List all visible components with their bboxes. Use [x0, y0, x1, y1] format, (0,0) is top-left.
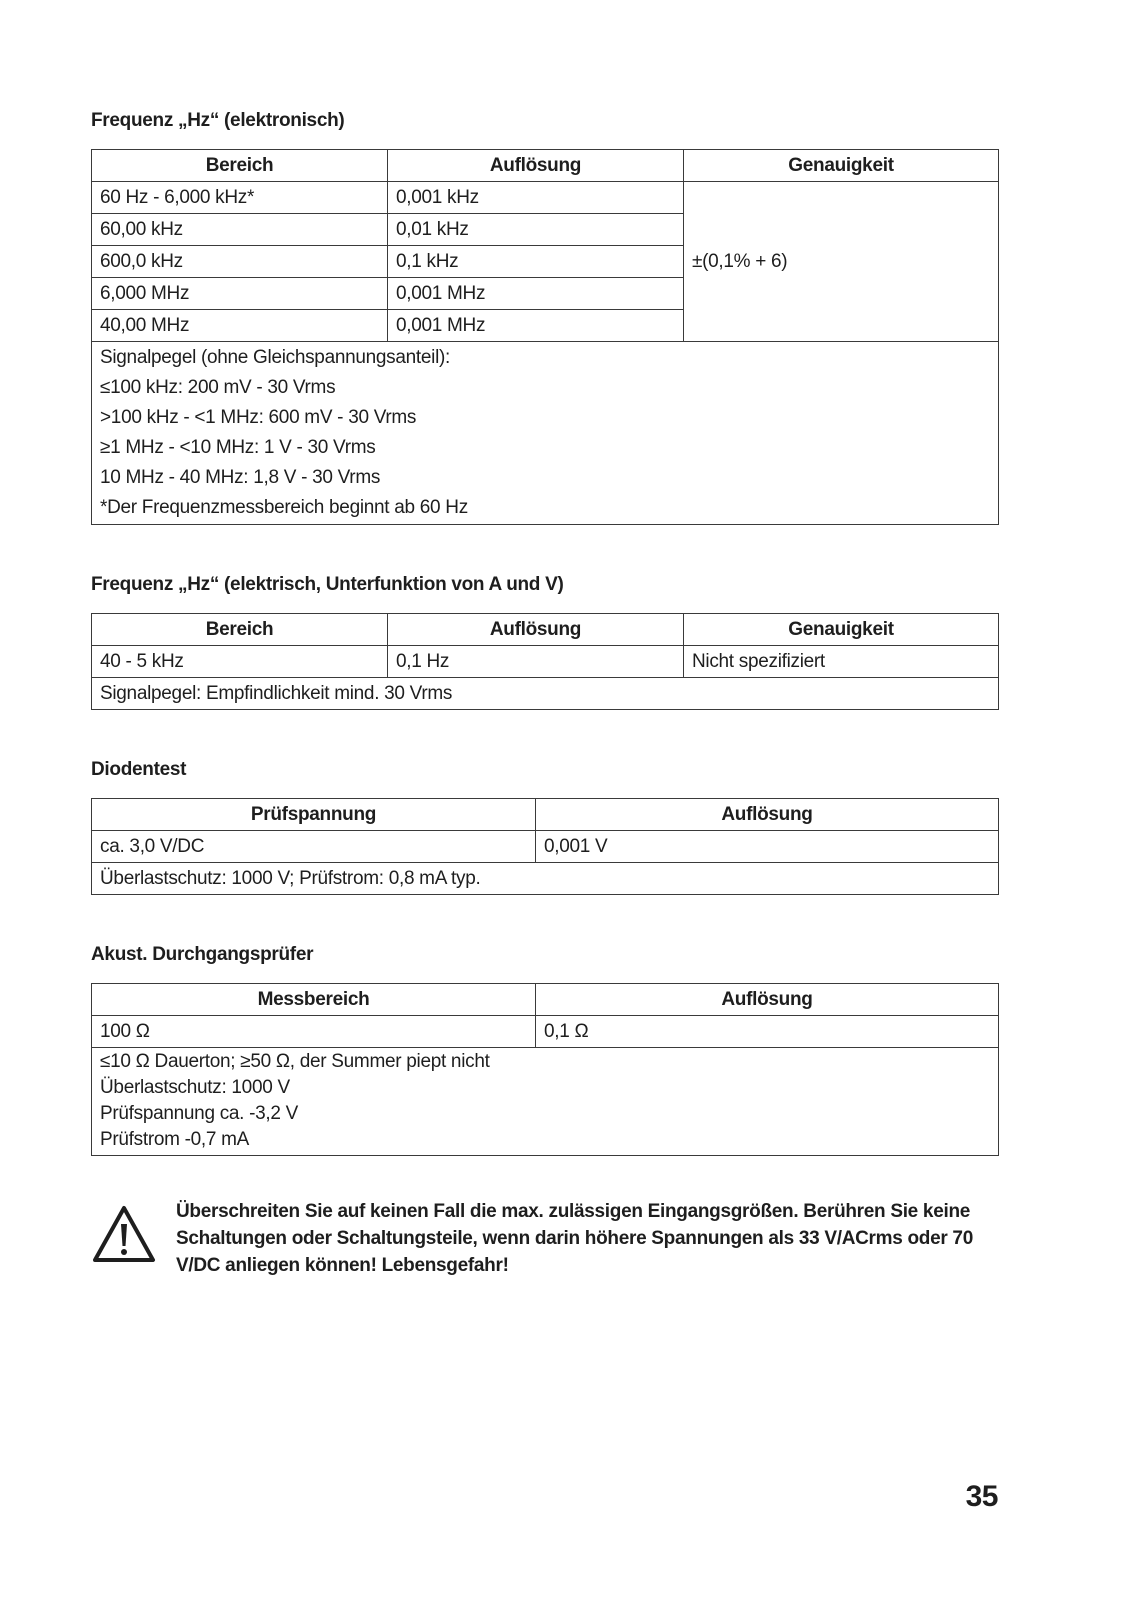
notes-cell: Signalpegel: Empfindlichkeit mind. 30 Vrms [92, 678, 999, 710]
resolution-cell: 0,001 kHz [388, 182, 684, 214]
header-aufloesung: Auflösung [388, 614, 684, 646]
note-line: Prüfstrom -0,7 mA [100, 1129, 250, 1150]
table-notes-row [92, 863, 999, 895]
table-header-row [92, 150, 999, 182]
header-messbereich: Messbereich [92, 984, 536, 1016]
range-cell: 100 Ω [92, 1016, 536, 1048]
page-number: 35 [965, 1480, 998, 1513]
range-cell: 60,00 kHz [92, 214, 388, 246]
header-bereich: Bereich [92, 614, 388, 646]
header-aufloesung: Auflösung [536, 984, 999, 1016]
section-heading-diode-test: Diodentest [91, 759, 187, 780]
table-row [92, 831, 999, 863]
note-line: Prüfspannung ca. -3,2 V [100, 1103, 299, 1124]
resolution-cell: 0,001 MHz [388, 278, 684, 310]
table-row [92, 182, 999, 214]
header-pruefspannung: Prüfspannung [92, 799, 536, 831]
resolution-cell: 0,1 Hz [388, 646, 684, 678]
warning-text: Überschreiten Sie auf keinen Fall die max. zulässigen Eingangsgrößen. Berühren Sie keine Schaltungen oder Schaltungsteile, wenn darin höhere Spannungen als 33 V/ACrms oder 70 V/DC anliegen können! Lebensgefahr! [176, 1201, 973, 1276]
resolution-cell: 0,001 V [536, 831, 999, 863]
table-header-row [92, 984, 999, 1016]
accuracy-cell: Nicht spezifiziert [684, 646, 999, 678]
note-line: ≤100 kHz: 200 mV - 30 Vrms [100, 377, 336, 398]
diode-test-table [91, 798, 999, 895]
header-aufloesung: Auflösung [388, 150, 684, 182]
header-genauigkeit: Genauigkeit [684, 150, 999, 182]
notes-cell [92, 1048, 999, 1156]
table-header-row [92, 799, 999, 831]
notes-cell [92, 342, 999, 525]
range-cell: 40,00 MHz [92, 310, 388, 342]
note-line: ≥1 MHz - <10 MHz: 1 V - 30 Vrms [100, 437, 376, 458]
continuity-tester-table [91, 983, 999, 1156]
resolution-cell: 0,1 kHz [388, 246, 684, 278]
resolution-cell: 0,001 MHz [388, 310, 684, 342]
warning-triangle-icon [91, 1204, 157, 1264]
table-notes-row [92, 678, 999, 710]
note-line: Überlastschutz: 1000 V [100, 1077, 290, 1098]
section-heading-frequency-electronic: Frequenz „Hz“ (elektronisch) [91, 110, 345, 131]
note-line: *Der Frequenzmessbereich beginnt ab 60 Hz [100, 497, 468, 518]
test-voltage-cell: ca. 3,0 V/DC [92, 831, 536, 863]
note-line: Signalpegel (ohne Gleichspannungsanteil): [100, 347, 451, 368]
resolution-cell: 0,1 Ω [536, 1016, 999, 1048]
note-line: ≤10 Ω Dauerton; ≥50 Ω, der Summer piept nicht [100, 1051, 490, 1072]
table-header-row [92, 614, 999, 646]
table-notes-row [92, 1048, 999, 1156]
section-heading-frequency-electric: Frequenz „Hz“ (elektrisch, Unterfunktion von A und V) [91, 574, 564, 595]
range-cell: 60 Hz - 6,000 kHz* [92, 182, 388, 214]
accuracy-cell: ±(0,1% + 6) [684, 182, 999, 342]
notes-cell: Überlastschutz: 1000 V; Prüfstrom: 0,8 mA typ. [92, 863, 999, 895]
frequency-electronic-table [91, 149, 999, 525]
resolution-cell: 0,01 kHz [388, 214, 684, 246]
note-line: >100 kHz - <1 MHz: 600 mV - 30 Vrms [100, 407, 417, 428]
warning-box [91, 1198, 998, 1288]
range-cell: 600,0 kHz [92, 246, 388, 278]
range-cell: 40 - 5 kHz [92, 646, 388, 678]
table-row [92, 1016, 999, 1048]
note-line: 10 MHz - 40 MHz: 1,8 V - 30 Vrms [100, 467, 381, 488]
table-row [92, 646, 999, 678]
table-notes-row [92, 342, 999, 525]
header-genauigkeit: Genauigkeit [684, 614, 999, 646]
frequency-electric-table [91, 613, 999, 710]
header-bereich: Bereich [92, 150, 388, 182]
range-cell: 6,000 MHz [92, 278, 388, 310]
section-heading-continuity-tester: Akust. Durchgangsprüfer [91, 944, 314, 965]
header-aufloesung: Auflösung [536, 799, 999, 831]
